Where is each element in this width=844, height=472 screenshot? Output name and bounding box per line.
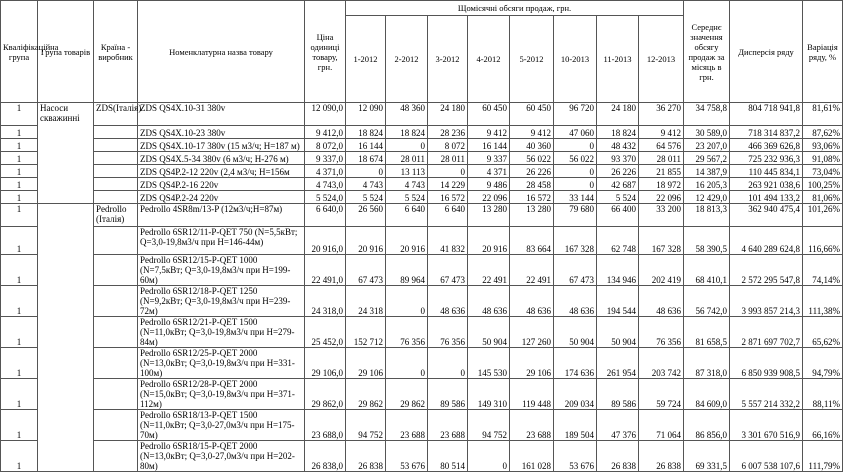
table-row <box>1 204 843 227</box>
cell-mean: 58 390,5 <box>684 227 730 255</box>
cell-monthly-sales: 64 576 <box>639 139 684 152</box>
cell-monthly-sales: 22 096 <box>468 191 510 204</box>
cell-group-qual: 1 <box>1 178 38 191</box>
cell-monthly-sales: 119 448 <box>510 379 554 410</box>
table-row <box>1 379 843 410</box>
cell-country-empty <box>94 139 138 152</box>
cell-group-qual: 1 <box>1 255 38 286</box>
cell-variation: 93,06% <box>803 139 843 152</box>
cell-dispersion: 725 232 936,3 <box>730 152 803 165</box>
cell-monthly-sales: 18 972 <box>639 178 684 191</box>
cell-monthly-sales: 47 376 <box>597 410 639 441</box>
table-row <box>1 348 843 379</box>
cell-variation: 73,04% <box>803 165 843 178</box>
cell-product-name: ZDS QS4X.10-17 380v (15 м3/ч; H=187 м) <box>138 139 305 152</box>
table-row <box>1 317 843 348</box>
cell-monthly-sales: 167 328 <box>639 227 684 255</box>
cell-variation: 87,62% <box>803 126 843 139</box>
cell-dispersion: 101 494 133,2 <box>730 191 803 204</box>
cell-dispersion: 2 572 295 547,8 <box>730 255 803 286</box>
cell-monthly-sales: 60 450 <box>510 103 554 126</box>
cell-monthly-sales: 9 337 <box>468 152 510 165</box>
cell-monthly-sales: 203 742 <box>639 348 684 379</box>
cell-monthly-sales: 174 636 <box>554 348 597 379</box>
cell-monthly-sales: 18 824 <box>346 126 386 139</box>
cell-dispersion: 362 940 475,4 <box>730 204 803 227</box>
cell-monthly-sales: 0 <box>554 178 597 191</box>
cell-price: 6 640,0 <box>305 204 346 227</box>
cell-monthly-sales: 9 412 <box>468 126 510 139</box>
header-month: 12-2013 <box>639 16 684 103</box>
cell-price: 25 452,0 <box>305 317 346 348</box>
cell-product-name: ZDS QS4X.5-34 380v (6 м3/ч; H-276 м) <box>138 152 305 165</box>
cell-price: 24 318,0 <box>305 286 346 317</box>
cell-monthly-sales: 0 <box>468 441 510 472</box>
cell-dispersion: 6 007 538 107,6 <box>730 441 803 472</box>
cell-monthly-sales: 47 060 <box>554 126 597 139</box>
cell-monthly-sales: 0 <box>386 348 428 379</box>
cell-monthly-sales: 149 310 <box>468 379 510 410</box>
cell-monthly-sales: 202 419 <box>639 255 684 286</box>
cell-dispersion: 3 301 670 516,9 <box>730 410 803 441</box>
cell-monthly-sales: 18 674 <box>346 152 386 165</box>
cell-mean: 87 318,0 <box>684 348 730 379</box>
cell-monthly-sales: 26 560 <box>346 204 386 227</box>
cell-mean: 14 387,9 <box>684 165 730 178</box>
cell-monthly-sales: 194 544 <box>597 286 639 317</box>
cell-price: 8 072,0 <box>305 139 346 152</box>
cell-variation: 100,25% <box>803 178 843 191</box>
cell-monthly-sales: 76 356 <box>386 317 428 348</box>
cell-price: 26 838,0 <box>305 441 346 472</box>
table-row <box>1 191 843 204</box>
cell-monthly-sales: 9 412 <box>639 126 684 139</box>
cell-price: 4 743,0 <box>305 178 346 191</box>
cell-group-qual: 1 <box>1 227 38 255</box>
cell-country-empty <box>94 255 138 286</box>
cell-group-qual: 1 <box>1 165 38 178</box>
cell-product-name: Pedrollo 6SR12/11-P-QET 750 (N=5,5кВт; Q=3,0-19,8м3/ч при H=146-44м) <box>138 227 305 255</box>
cell-mean: 69 331,5 <box>684 441 730 472</box>
cell-product-group: Насоси скважинні <box>38 103 94 204</box>
cell-monthly-sales: 28 236 <box>428 126 468 139</box>
cell-monthly-sales: 0 <box>386 139 428 152</box>
cell-monthly-sales: 13 280 <box>468 204 510 227</box>
cell-monthly-sales: 29 862 <box>346 379 386 410</box>
cell-monthly-sales: 24 180 <box>597 103 639 126</box>
cell-monthly-sales: 0 <box>554 139 597 152</box>
header-group-qual: Кваліфікаційна група <box>1 1 38 103</box>
cell-monthly-sales: 96 720 <box>554 103 597 126</box>
cell-variation: 111,38% <box>803 286 843 317</box>
cell-product-name: ZDS QS4X.10-31 380v <box>138 103 305 126</box>
table-row <box>1 410 843 441</box>
cell-mean: 16 205,3 <box>684 178 730 191</box>
cell-monthly-sales: 261 954 <box>597 348 639 379</box>
cell-monthly-sales: 209 034 <box>554 379 597 410</box>
cell-price: 29 862,0 <box>305 379 346 410</box>
cell-dispersion: 6 850 939 908,5 <box>730 348 803 379</box>
header-month: 5-2012 <box>510 16 554 103</box>
header-month: 10-2013 <box>554 16 597 103</box>
cell-monthly-sales: 94 752 <box>346 410 386 441</box>
cell-monthly-sales: 50 904 <box>597 317 639 348</box>
cell-price: 22 491,0 <box>305 255 346 286</box>
cell-monthly-sales: 41 832 <box>428 227 468 255</box>
table-row <box>1 152 843 165</box>
cell-variation: 65,62% <box>803 317 843 348</box>
cell-mean: 68 410,1 <box>684 255 730 286</box>
cell-price: 23 688,0 <box>305 410 346 441</box>
cell-country-empty <box>94 379 138 410</box>
cell-monthly-sales: 22 096 <box>639 191 684 204</box>
cell-country-empty <box>94 152 138 165</box>
cell-monthly-sales: 16 572 <box>428 191 468 204</box>
cell-monthly-sales: 94 752 <box>468 410 510 441</box>
cell-monthly-sales: 59 724 <box>639 379 684 410</box>
cell-country-empty <box>94 126 138 139</box>
cell-monthly-sales: 23 688 <box>386 410 428 441</box>
cell-variation: 116,66% <box>803 227 843 255</box>
cell-monthly-sales: 13 113 <box>386 165 428 178</box>
cell-monthly-sales: 26 838 <box>597 441 639 472</box>
cell-product-name: Pedrollo 6SR12/25-P-QET 2000 (N=13,0кВт; Q=3,0-19,8м3/ч при H=331-100м) <box>138 348 305 379</box>
cell-monthly-sales: 9 486 <box>468 178 510 191</box>
cell-dispersion: 4 640 289 624,8 <box>730 227 803 255</box>
table-row <box>1 178 843 191</box>
cell-price: 4 371,0 <box>305 165 346 178</box>
cell-product-name: Pedrollo 4SR8m/13-P (12м3/ч;H=87м) <box>138 204 305 227</box>
cell-product-name: ZDS QS4P.2-12 220v (2,4 м3/ч; H=156м <box>138 165 305 178</box>
cell-price: 5 524,0 <box>305 191 346 204</box>
cell-monthly-sales: 5 524 <box>386 191 428 204</box>
cell-price: 9 412,0 <box>305 126 346 139</box>
cell-monthly-sales: 23 688 <box>510 410 554 441</box>
cell-monthly-sales: 48 360 <box>386 103 428 126</box>
cell-monthly-sales: 127 260 <box>510 317 554 348</box>
cell-monthly-sales: 189 504 <box>554 410 597 441</box>
cell-mean: 81 658,5 <box>684 317 730 348</box>
cell-monthly-sales: 5 524 <box>346 191 386 204</box>
cell-monthly-sales: 23 688 <box>428 410 468 441</box>
cell-monthly-sales: 53 676 <box>386 441 428 472</box>
header-month: 1-2012 <box>346 16 386 103</box>
cell-product-name: Pedrollo 6SR12/15-P-QET 1000 (N=7,5кВт; Q=3,0-19,8м3/ч при H=199-60м) <box>138 255 305 286</box>
cell-product-name: ZDS QS4P.2-24 220v <box>138 191 305 204</box>
cell-monthly-sales: 8 072 <box>428 139 468 152</box>
cell-monthly-sales: 161 028 <box>510 441 554 472</box>
cell-country: Pedrollo (Італія) <box>94 204 138 227</box>
cell-monthly-sales: 76 356 <box>639 317 684 348</box>
cell-group-qual: 1 <box>1 139 38 152</box>
cell-dispersion: 2 871 697 702,7 <box>730 317 803 348</box>
cell-monthly-sales: 48 432 <box>597 139 639 152</box>
cell-monthly-sales: 50 904 <box>554 317 597 348</box>
cell-monthly-sales: 20 916 <box>386 227 428 255</box>
cell-variation: 88,11% <box>803 379 843 410</box>
cell-country-empty <box>94 410 138 441</box>
cell-monthly-sales: 4 743 <box>346 178 386 191</box>
cell-variation: 81,61% <box>803 103 843 126</box>
cell-mean: 18 813,3 <box>684 204 730 227</box>
cell-monthly-sales: 9 412 <box>510 126 554 139</box>
cell-variation: 111,79% <box>803 441 843 472</box>
header-dispersion: Дисперсія ряду <box>730 1 803 103</box>
cell-monthly-sales: 26 838 <box>346 441 386 472</box>
cell-product-name: ZDS QS4P.2-16 220v <box>138 178 305 191</box>
cell-monthly-sales: 33 144 <box>554 191 597 204</box>
table-row <box>1 286 843 317</box>
cell-country-empty <box>94 227 138 255</box>
cell-monthly-sales: 16 144 <box>346 139 386 152</box>
cell-monthly-sales: 24 318 <box>346 286 386 317</box>
cell-monthly-sales: 67 473 <box>428 255 468 286</box>
cell-monthly-sales: 145 530 <box>468 348 510 379</box>
cell-group-qual: 1 <box>1 103 38 126</box>
cell-monthly-sales: 83 664 <box>510 227 554 255</box>
cell-variation: 91,08% <box>803 152 843 165</box>
cell-country: ZDS(Італія) <box>94 103 138 126</box>
cell-monthly-sales: 42 687 <box>597 178 639 191</box>
cell-monthly-sales: 16 144 <box>468 139 510 152</box>
cell-group-qual: 1 <box>1 191 38 204</box>
cell-monthly-sales: 152 712 <box>346 317 386 348</box>
cell-monthly-sales: 29 106 <box>510 348 554 379</box>
cell-group-qual: 1 <box>1 441 38 472</box>
header-month: 2-2012 <box>386 16 428 103</box>
cell-group-qual: 1 <box>1 152 38 165</box>
cell-monthly-sales: 4 371 <box>468 165 510 178</box>
cell-variation: 66,16% <box>803 410 843 441</box>
cell-monthly-sales: 28 011 <box>428 152 468 165</box>
header-month: 3-2012 <box>428 16 468 103</box>
table-row <box>1 227 843 255</box>
cell-monthly-sales: 76 356 <box>428 317 468 348</box>
header-country: Країна - виробник <box>94 1 138 103</box>
cell-dispersion: 5 557 214 332,2 <box>730 379 803 410</box>
cell-monthly-sales: 134 946 <box>597 255 639 286</box>
cell-monthly-sales: 13 280 <box>510 204 554 227</box>
cell-monthly-sales: 20 916 <box>468 227 510 255</box>
header-name: Номенклатурна назва товару <box>138 1 305 103</box>
cell-mean: 34 758,8 <box>684 103 730 126</box>
header-monthly: Щомісячні обсяги продаж, грн. <box>346 1 684 16</box>
cell-monthly-sales: 0 <box>346 165 386 178</box>
cell-monthly-sales: 6 640 <box>386 204 428 227</box>
cell-monthly-sales: 48 636 <box>428 286 468 317</box>
cell-variation: 74,14% <box>803 255 843 286</box>
cell-monthly-sales: 0 <box>386 286 428 317</box>
cell-monthly-sales: 29 106 <box>346 348 386 379</box>
cell-monthly-sales: 18 824 <box>386 126 428 139</box>
cell-product-name: Pedrollo 6SR12/28-P-QET 2000 (N=15,0кВт; Q=3,0-19,8м3/ч при H=371-112м) <box>138 379 305 410</box>
cell-mean: 30 589,0 <box>684 126 730 139</box>
cell-country-empty <box>94 441 138 472</box>
cell-monthly-sales: 28 011 <box>386 152 428 165</box>
cell-price: 20 916,0 <box>305 227 346 255</box>
cell-country-empty <box>94 348 138 379</box>
cell-price: 29 106,0 <box>305 348 346 379</box>
cell-monthly-sales: 48 636 <box>510 286 554 317</box>
cell-monthly-sales: 16 572 <box>510 191 554 204</box>
cell-monthly-sales: 40 360 <box>510 139 554 152</box>
cell-product-name: Pedrollo 6SR18/13-P-QET 1500 (N=11,0кВт; Q=3,0-27,0м3/ч при H=175-70м) <box>138 410 305 441</box>
cell-monthly-sales: 22 491 <box>468 255 510 286</box>
cell-price: 12 090,0 <box>305 103 346 126</box>
cell-country-empty <box>94 178 138 191</box>
cell-monthly-sales: 89 586 <box>428 379 468 410</box>
cell-monthly-sales: 20 916 <box>346 227 386 255</box>
cell-monthly-sales: 26 226 <box>510 165 554 178</box>
cell-group-qual: 1 <box>1 410 38 441</box>
cell-variation: 101,26% <box>803 204 843 227</box>
cell-monthly-sales: 80 514 <box>428 441 468 472</box>
cell-group-qual: 1 <box>1 348 38 379</box>
cell-mean: 29 567,2 <box>684 152 730 165</box>
cell-monthly-sales: 5 524 <box>597 191 639 204</box>
cell-country-empty <box>94 317 138 348</box>
cell-variation: 81,06% <box>803 191 843 204</box>
cell-monthly-sales: 28 458 <box>510 178 554 191</box>
cell-monthly-sales: 0 <box>428 348 468 379</box>
cell-monthly-sales: 4 743 <box>386 178 428 191</box>
cell-monthly-sales: 50 904 <box>468 317 510 348</box>
cell-monthly-sales: 89 964 <box>386 255 428 286</box>
table-row <box>1 165 843 178</box>
cell-product-name: Pedrollo 6SR12/21-P-QET 1500 (N=11,0кВт; Q=3,0-19,8м3/ч при H=279-84м) <box>138 317 305 348</box>
cell-mean: 84 609,0 <box>684 379 730 410</box>
cell-monthly-sales: 67 473 <box>346 255 386 286</box>
cell-dispersion: 718 314 837,2 <box>730 126 803 139</box>
cell-monthly-sales: 48 636 <box>554 286 597 317</box>
header-mean: Середнє значення обсягу продаж за місяць в грн. <box>684 1 730 103</box>
cell-monthly-sales: 167 328 <box>554 227 597 255</box>
cell-monthly-sales: 89 586 <box>597 379 639 410</box>
header-product-group: Група товарів <box>38 1 94 103</box>
cell-mean: 86 856,0 <box>684 410 730 441</box>
cell-monthly-sales: 36 270 <box>639 103 684 126</box>
cell-group-qual: 1 <box>1 317 38 348</box>
cell-monthly-sales: 48 636 <box>468 286 510 317</box>
cell-dispersion: 110 445 834,1 <box>730 165 803 178</box>
cell-monthly-sales: 67 473 <box>554 255 597 286</box>
cell-monthly-sales: 21 855 <box>639 165 684 178</box>
table-row <box>1 103 843 126</box>
cell-monthly-sales: 62 748 <box>597 227 639 255</box>
cell-monthly-sales: 29 862 <box>386 379 428 410</box>
cell-mean: 56 742,0 <box>684 286 730 317</box>
table-row <box>1 139 843 152</box>
cell-dispersion: 263 921 038,6 <box>730 178 803 191</box>
header-variation: Варіація ряду, % <box>803 1 843 103</box>
cell-product-group-empty <box>38 204 94 472</box>
cell-monthly-sales: 18 824 <box>597 126 639 139</box>
cell-product-name: ZDS QS4X.10-23 380v <box>138 126 305 139</box>
cell-product-name: Pedrollo 6SR12/18-P-QET 1250 (N=9,2кВт; Q=3,0-19,8м3/ч при H=239-72м) <box>138 286 305 317</box>
cell-monthly-sales: 12 090 <box>346 103 386 126</box>
table-row <box>1 441 843 472</box>
cell-variation: 94,79% <box>803 348 843 379</box>
header-month: 11-2013 <box>597 16 639 103</box>
header-price: Ціна одиниці товару, грн. <box>305 1 346 103</box>
cell-monthly-sales: 60 450 <box>468 103 510 126</box>
cell-monthly-sales: 28 011 <box>639 152 684 165</box>
cell-country-empty <box>94 191 138 204</box>
cell-monthly-sales: 53 676 <box>554 441 597 472</box>
cell-country-empty <box>94 286 138 317</box>
cell-monthly-sales: 24 180 <box>428 103 468 126</box>
cell-country-empty <box>94 165 138 178</box>
cell-monthly-sales: 48 636 <box>639 286 684 317</box>
cell-monthly-sales: 79 680 <box>554 204 597 227</box>
cell-monthly-sales: 26 226 <box>597 165 639 178</box>
cell-dispersion: 466 369 626,8 <box>730 139 803 152</box>
cell-group-qual: 1 <box>1 379 38 410</box>
cell-monthly-sales: 71 064 <box>639 410 684 441</box>
table-row <box>1 255 843 286</box>
cell-group-qual: 1 <box>1 126 38 139</box>
cell-product-name: Pedrollo 6SR18/15-P-QET 2000 (N=13,0кВт; Q=3,0-27,0м3/ч при H=202-80м) <box>138 441 305 472</box>
table-row <box>1 126 843 139</box>
cell-price: 9 337,0 <box>305 152 346 165</box>
cell-monthly-sales: 93 370 <box>597 152 639 165</box>
cell-mean: 23 207,0 <box>684 139 730 152</box>
cell-monthly-sales: 56 022 <box>554 152 597 165</box>
cell-dispersion: 3 993 857 214,3 <box>730 286 803 317</box>
cell-monthly-sales: 22 491 <box>510 255 554 286</box>
cell-monthly-sales: 26 838 <box>639 441 684 472</box>
cell-monthly-sales: 0 <box>428 165 468 178</box>
cell-mean: 12 429,0 <box>684 191 730 204</box>
cell-monthly-sales: 56 022 <box>510 152 554 165</box>
header-month: 4-2012 <box>468 16 510 103</box>
cell-monthly-sales: 33 200 <box>639 204 684 227</box>
cell-monthly-sales: 0 <box>554 165 597 178</box>
cell-group-qual: 1 <box>1 286 38 317</box>
cell-monthly-sales: 66 400 <box>597 204 639 227</box>
cell-monthly-sales: 14 229 <box>428 178 468 191</box>
cell-dispersion: 804 718 941,8 <box>730 103 803 126</box>
cell-group-qual: 1 <box>1 204 38 227</box>
cell-monthly-sales: 6 640 <box>428 204 468 227</box>
